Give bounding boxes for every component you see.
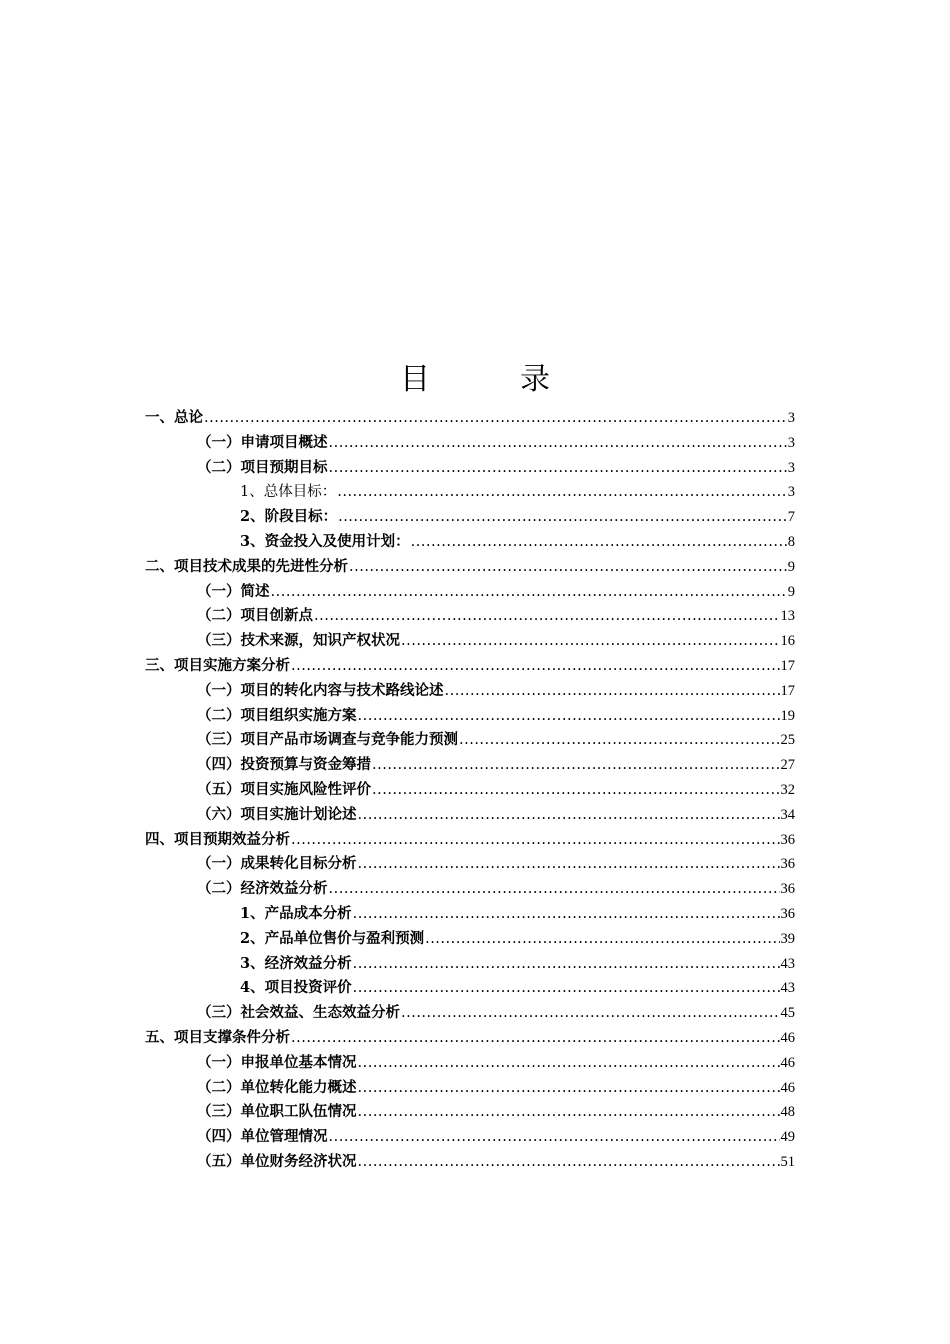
toc-page-number: 46 (780, 1054, 795, 1071)
toc-page-number: 3 (787, 410, 795, 426)
toc-dot-leader (329, 1125, 780, 1150)
toc-entry[interactable] (0, 976, 795, 1001)
toc-dot-leader (401, 629, 780, 654)
toc-entry[interactable] (0, 1001, 795, 1026)
toc-entry-label: 四、项目预期效益分析 (145, 830, 290, 848)
toc-dot-leader (329, 456, 787, 481)
toc-page-number: 3 (787, 434, 795, 451)
toc-entry[interactable] (0, 728, 795, 753)
toc-entry-label: 1、总体目标： (240, 484, 337, 501)
toc-entry[interactable] (0, 555, 795, 580)
toc-page-number: 45 (780, 1005, 795, 1022)
toc-entry[interactable] (0, 952, 795, 977)
toc-page-number: 34 (780, 806, 795, 823)
toc-dot-leader (353, 902, 780, 927)
toc-page-number: 43 (780, 980, 795, 997)
toc-dot-leader (358, 1076, 780, 1101)
toc-entry[interactable] (0, 431, 795, 456)
toc-page-number: 46 (780, 1079, 795, 1096)
toc-dot-leader (425, 927, 779, 952)
toc-entry-label: （三）单位职工队伍情况 (197, 1103, 357, 1121)
toc-entry[interactable] (0, 505, 795, 530)
toc-dot-leader (337, 480, 787, 505)
toc-page-number: 36 (780, 905, 795, 922)
toc-page-number: 48 (780, 1104, 795, 1121)
toc-dot-leader (372, 753, 780, 778)
toc-page-number: 27 (780, 757, 795, 774)
toc-entry-label: 三、项目实施方案分析 (145, 656, 290, 674)
toc-entry-label: （四）投资预算与资金筹措 (197, 756, 371, 774)
toc-entry-label: （五）单位财务经济状况 (197, 1152, 357, 1170)
toc-dot-leader (445, 679, 780, 704)
toc-page-number: 49 (780, 1129, 795, 1146)
toc-dot-leader (329, 877, 780, 902)
toc-entry-label: （四）单位管理情况 (197, 1128, 328, 1146)
toc-entry-label: 一、总论 (145, 409, 203, 426)
toc-entry[interactable] (0, 456, 795, 481)
toc-entry-label: 二、项目技术成果的先进性分析 (145, 557, 348, 575)
toc-entry[interactable] (0, 1100, 795, 1125)
toc-entry[interactable] (0, 902, 795, 927)
toc-page-number: 36 (780, 831, 795, 848)
toc-entry[interactable] (0, 480, 795, 505)
toc-dot-leader (372, 778, 780, 803)
toc-entry[interactable] (0, 877, 795, 902)
toc-page-number: 17 (780, 657, 795, 674)
toc-page-number: 9 (787, 583, 795, 600)
toc-entry[interactable] (0, 803, 795, 828)
toc-page-number: 39 (780, 930, 795, 947)
toc-entry-label: （一）申请项目概述 (197, 433, 328, 451)
toc-entry-label: （一）项目的转化内容与技术路线论述 (197, 681, 444, 699)
toc-entry[interactable] (0, 753, 795, 778)
toc-entry-label: （一）简述 (197, 582, 270, 600)
toc-page-number: 36 (780, 856, 795, 873)
toc-entry[interactable] (0, 1051, 795, 1076)
toc-dot-leader (314, 604, 780, 629)
toc-entry[interactable] (0, 828, 795, 853)
toc-entry[interactable] (0, 778, 795, 803)
toc-entry-label: （六）项目实施计划论述 (197, 805, 357, 823)
toc-title: 目 录 (400, 362, 580, 397)
toc-page-number: 36 (780, 881, 795, 898)
toc-dot-leader (358, 1150, 780, 1175)
toc-entry[interactable] (0, 927, 795, 952)
toc-dot-leader (411, 530, 787, 555)
toc-dot-leader (401, 1001, 780, 1026)
toc-page-number: 25 (780, 732, 795, 749)
toc-page-number: 3 (787, 459, 795, 476)
toc-list (0, 406, 950, 1175)
toc-entry-label: 3、经济效益分析 (240, 954, 352, 972)
toc-entry[interactable] (0, 1125, 795, 1150)
toc-entry-label: 2、产品单位售价与盈利预测 (240, 929, 425, 947)
toc-entry-label: （一）申报单位基本情况 (197, 1053, 357, 1071)
toc-entry-label: （二）项目组织实施方案 (197, 706, 357, 724)
toc-entry-label: （二）项目创新点 (197, 607, 313, 625)
toc-dot-leader (353, 952, 780, 977)
toc-entry[interactable] (0, 704, 795, 729)
toc-entry[interactable] (0, 580, 795, 605)
toc-entry[interactable] (0, 1076, 795, 1101)
toc-page-number: 16 (780, 633, 795, 650)
toc-dot-leader (329, 431, 787, 456)
toc-dot-leader (291, 828, 780, 853)
toc-entry[interactable] (0, 654, 795, 679)
toc-entry[interactable] (0, 1150, 795, 1175)
toc-dot-leader (291, 1026, 780, 1051)
toc-entry-label: 1、产品成本分析 (240, 904, 352, 922)
toc-entry-label: （一）成果转化目标分析 (197, 855, 357, 873)
toc-dot-leader (358, 704, 780, 729)
toc-entry-label: 2、阶段目标： (240, 508, 338, 526)
toc-entry[interactable] (0, 679, 795, 704)
toc-dot-leader (459, 728, 780, 753)
toc-entry[interactable] (0, 604, 795, 629)
toc-page-number: 32 (780, 781, 795, 798)
toc-entry-label: （三）项目产品市场调查与竞争能力预测 (197, 731, 458, 749)
toc-dot-leader (353, 976, 780, 1001)
toc-dot-leader (358, 803, 780, 828)
toc-entry-label: 五、项目支撑条件分析 (145, 1028, 290, 1046)
toc-entry[interactable] (0, 1026, 795, 1051)
toc-entry[interactable] (0, 530, 795, 555)
toc-entry-label: （五）项目实施风险性评价 (197, 780, 371, 798)
toc-entry-label: （三）社会效益、生态效益分析 (197, 1004, 400, 1022)
toc-page-number: 8 (787, 533, 795, 550)
toc-entry[interactable] (0, 852, 795, 877)
toc-entry-label: （三）技术来源，知识产权状况 (197, 632, 400, 650)
toc-dot-leader (204, 406, 787, 431)
toc-entry-label: 4、项目投资评价 (240, 979, 352, 997)
toc-page-number: 19 (780, 707, 795, 724)
toc-page-number: 43 (780, 955, 795, 972)
toc-dot-leader (358, 1051, 780, 1076)
toc-page-number: 7 (787, 509, 795, 526)
toc-page-number: 3 (787, 484, 795, 501)
toc-entry-label: （二）单位转化能力概述 (197, 1078, 357, 1096)
toc-page-number: 17 (780, 682, 795, 699)
toc-entry-label: 3、资金投入及使用计划： (240, 532, 410, 550)
toc-entry[interactable] (0, 629, 795, 654)
toc-dot-leader (338, 505, 787, 530)
toc-dot-leader (358, 1100, 780, 1125)
toc-entry-label: （二）项目预期目标 (197, 458, 328, 476)
toc-dot-leader (349, 555, 787, 580)
toc-page-number: 46 (780, 1029, 795, 1046)
toc-entry-label: （二）经济效益分析 (197, 880, 328, 898)
toc-dot-leader (271, 580, 787, 605)
toc-page-number: 51 (780, 1153, 795, 1170)
toc-dot-leader (358, 852, 780, 877)
toc-page-number: 9 (787, 558, 795, 575)
toc-dot-leader (291, 654, 780, 679)
toc-entry[interactable] (0, 406, 795, 431)
toc-page-number: 13 (780, 608, 795, 625)
